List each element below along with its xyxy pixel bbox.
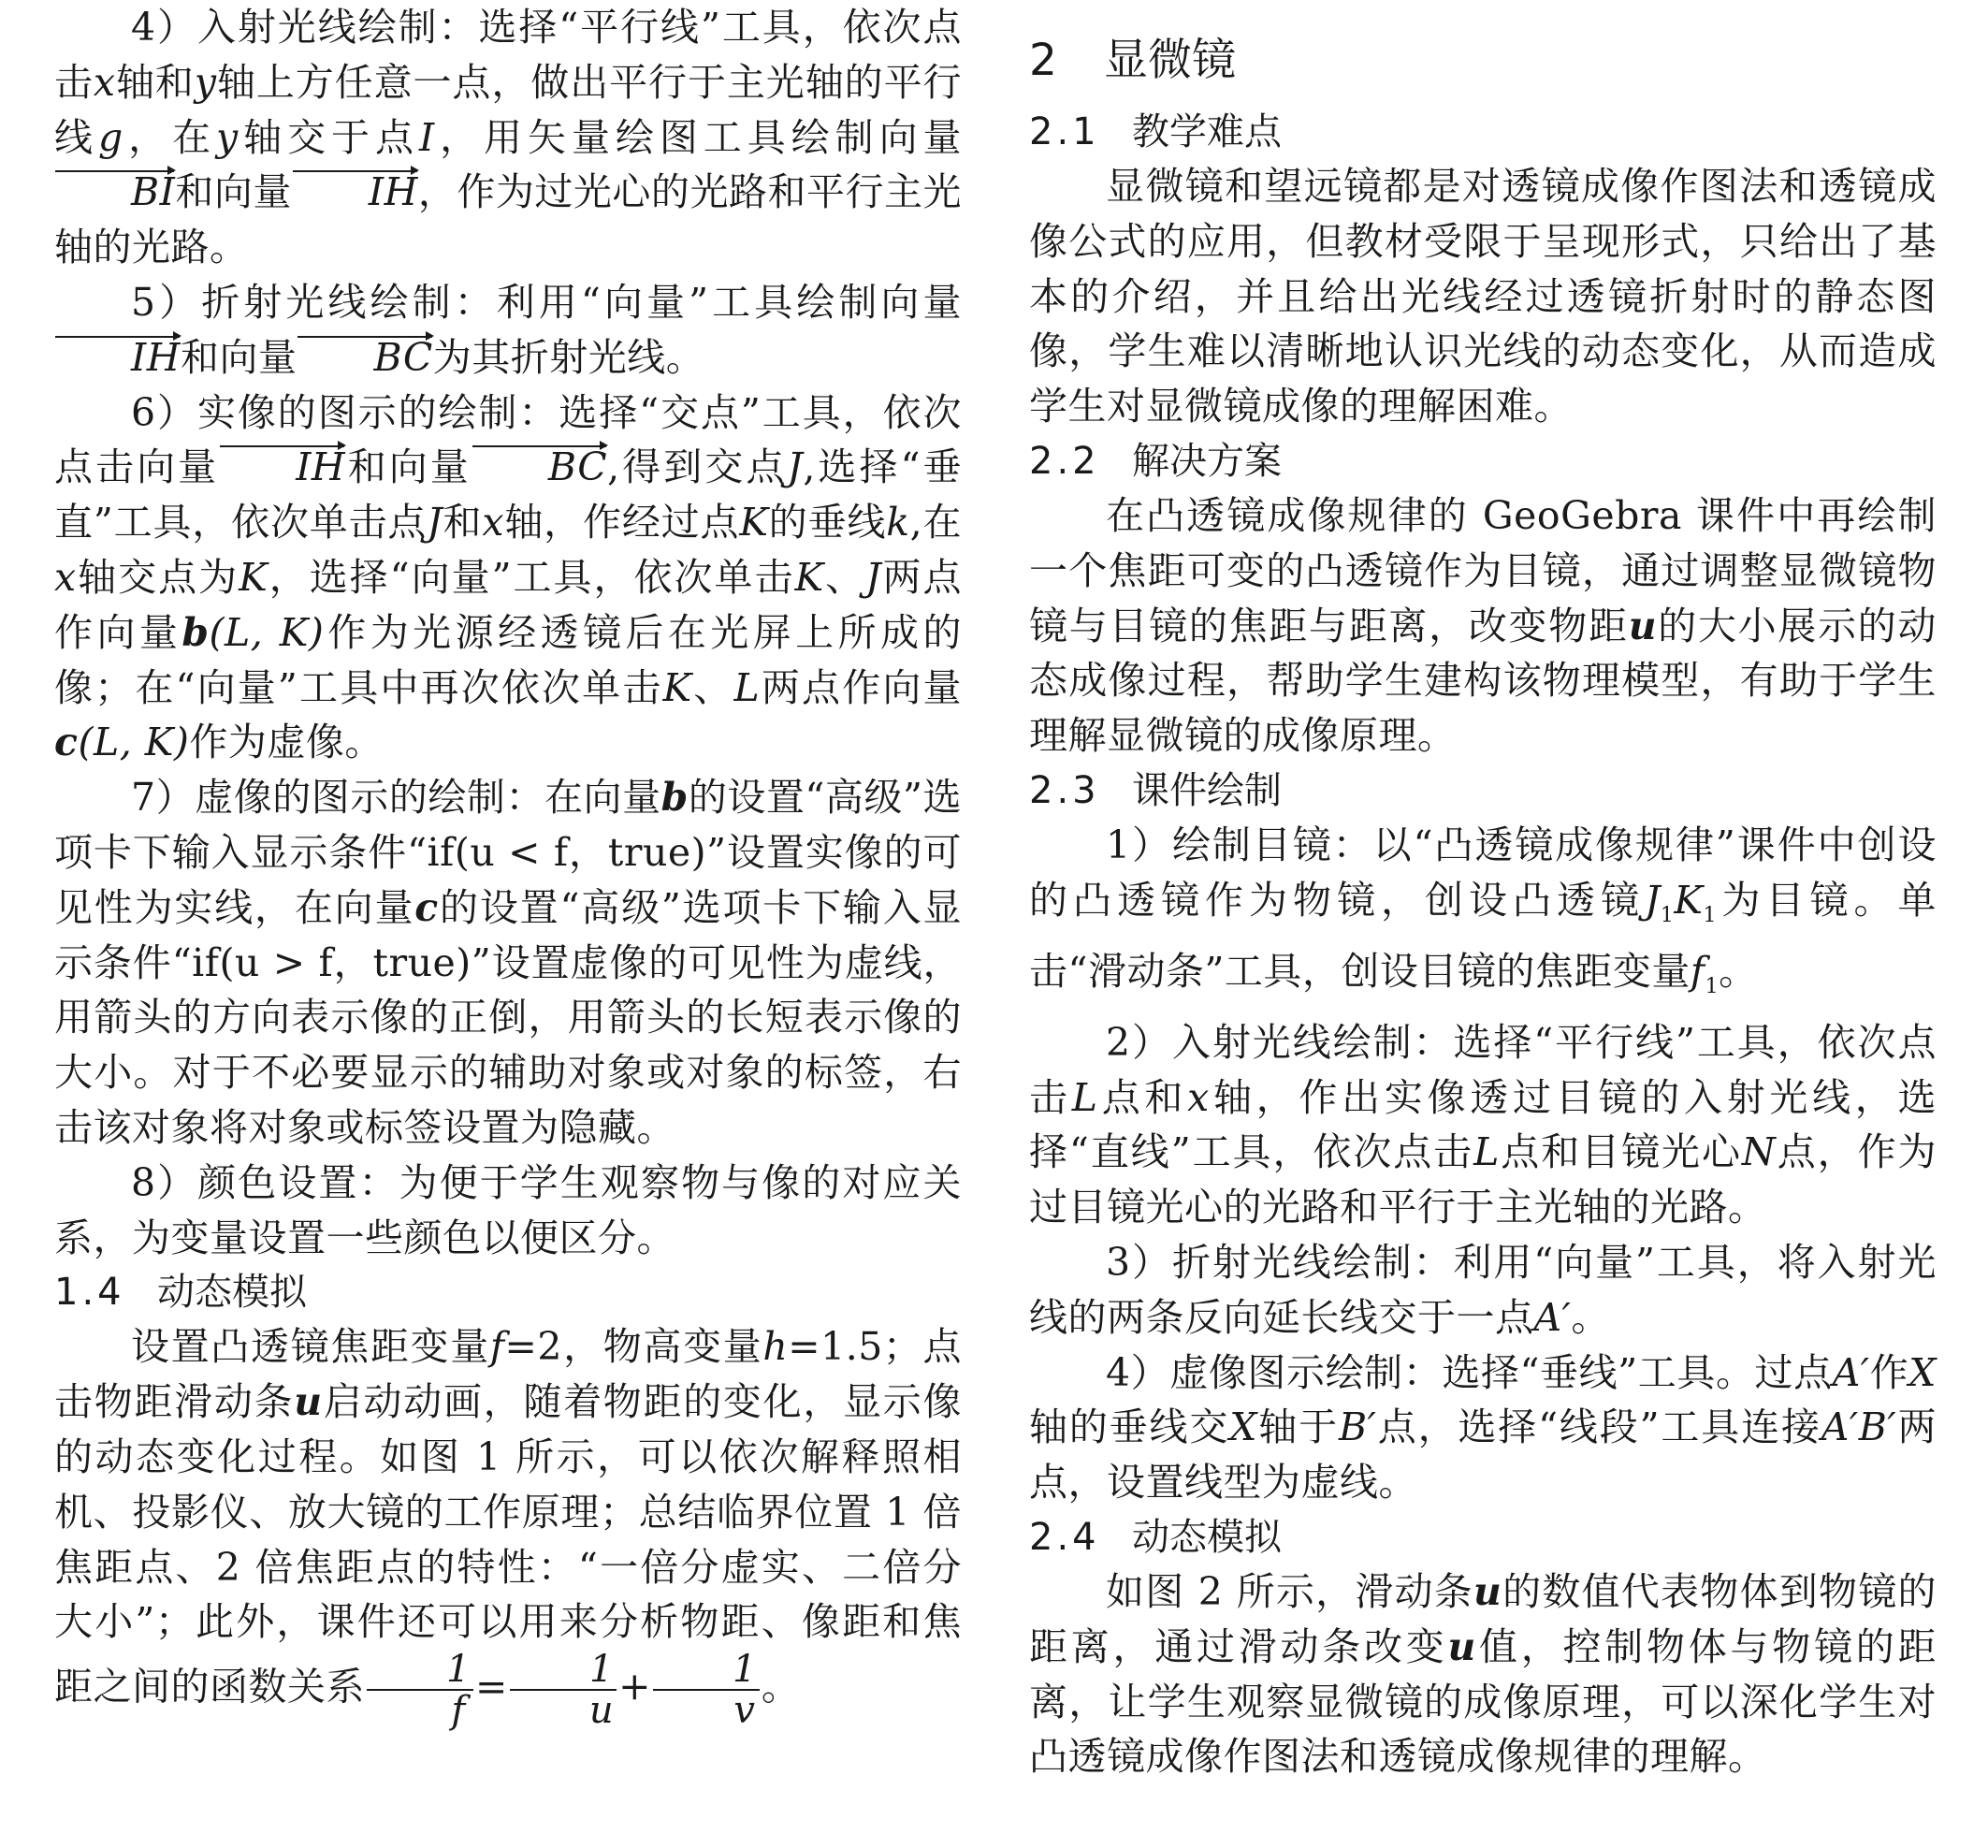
math-var: b bbox=[660, 775, 689, 821]
math-var: X bbox=[1229, 1404, 1257, 1450]
text: 的设置“高级”选项卡下输入显示条件“if(u < f，true)”设置实像的可见性为实线，在向量 bbox=[54, 775, 962, 930]
denominator: v bbox=[733, 1689, 756, 1733]
math-var: K bbox=[662, 664, 692, 710]
text: 。 bbox=[1571, 1294, 1610, 1340]
math-var: J bbox=[427, 500, 443, 546]
section-title: 解决方案 bbox=[1132, 439, 1282, 483]
section-heading-2-3 bbox=[1029, 764, 1937, 818]
math-var: K bbox=[1674, 877, 1704, 923]
text: 和向量 bbox=[345, 444, 472, 490]
section-title: 动态模拟 bbox=[1132, 1515, 1282, 1559]
math-var: L bbox=[733, 664, 761, 710]
subscript: 1 bbox=[1660, 903, 1675, 927]
math-var: u bbox=[294, 1379, 323, 1425]
math-var: I bbox=[418, 114, 435, 160]
vector-symbol: IH bbox=[292, 165, 418, 220]
plus-sign: + bbox=[618, 1664, 651, 1710]
text: 5）折射光线绘制：利用“向量”工具绘制向量 bbox=[131, 279, 962, 325]
paragraph-refracted-light bbox=[1029, 1235, 1937, 1346]
fraction-1-over-u bbox=[510, 1648, 617, 1733]
math-var: c bbox=[54, 720, 79, 765]
text: 6）实像的图示的绘制：选择“交点”工具，依次点击向量 bbox=[54, 389, 962, 490]
paragraph-step5-refracted-light bbox=[54, 275, 962, 386]
text: 、 bbox=[823, 554, 866, 600]
text: 作 bbox=[1869, 1349, 1909, 1395]
text: =1.5；点击物距滑动条 bbox=[54, 1324, 962, 1425]
math-var: u bbox=[1447, 1623, 1476, 1669]
text: 作为虚像。 bbox=[189, 720, 384, 765]
math-var: x bbox=[54, 554, 77, 600]
section-title: 课件绘制 bbox=[1132, 768, 1282, 812]
math-var: N bbox=[1741, 1129, 1777, 1175]
math-var: K bbox=[794, 554, 824, 600]
text: ,选择“垂直”工具，依次单击点 bbox=[54, 444, 962, 546]
text: 两点作向量 bbox=[54, 554, 963, 655]
paragraph-step6-real-image bbox=[54, 386, 962, 771]
section-number: 1.4 bbox=[54, 1271, 125, 1315]
math-var: x bbox=[1187, 1074, 1210, 1120]
equals-sign: = bbox=[474, 1664, 508, 1710]
text: 点和 bbox=[1097, 1074, 1188, 1120]
subscript: 1 bbox=[1703, 903, 1718, 927]
section-number: 2 bbox=[1029, 35, 1057, 86]
text: 轴，作出实像透过目镜的入射光线，选择“直线”工具，依次点击 bbox=[1029, 1074, 1937, 1175]
text: 、 bbox=[691, 664, 734, 710]
math-var: y bbox=[216, 114, 239, 160]
numerator: 1 bbox=[367, 1650, 473, 1691]
math-var: x bbox=[93, 59, 116, 105]
text: 轴上方任意一点，做出平行于主光轴的平行线 bbox=[54, 59, 962, 160]
text: 2）入射光线绘制：选择“平行线”工具，依次点击 bbox=[1029, 1019, 1937, 1120]
text: 和向量 bbox=[175, 169, 292, 215]
math-var: k bbox=[886, 500, 910, 546]
text: 的数值代表物体到物镜的距离，通过滑动条改变 bbox=[1029, 1568, 1937, 1669]
text: 启动动画，随着物距的变化，显示像的动态变化过程。如图 1 所示，可以依次解释照相机、投影仪、放大镜的工作原理；总结临界位置 1 倍焦距点、2 倍焦距点的特性：“一倍分虚实、二倍分大小”；此外，课件还可以用来分析物距、像距和焦距之间的函数关系 bbox=[54, 1379, 963, 1710]
math-var: u bbox=[1628, 603, 1658, 648]
paragraph-dynamic-sim-1 bbox=[54, 1319, 963, 1733]
text: 和 bbox=[443, 500, 483, 546]
text: 如图 2 所示，滑动条 bbox=[1106, 1568, 1474, 1614]
section-heading-2-1 bbox=[1029, 105, 1937, 159]
math-var: A′B′ bbox=[1821, 1404, 1897, 1450]
denominator: u bbox=[588, 1689, 615, 1733]
text: 4）入射光线绘制：选择“平行线”工具，依次点击 bbox=[54, 5, 962, 105]
text: 为目镜。单击“滑动条”工具，创设目镜的焦距变量 bbox=[1029, 877, 1937, 994]
paragraph-solution bbox=[1029, 488, 1937, 764]
text: 的垂线 bbox=[768, 500, 887, 546]
text: 点，作为过目镜光心的光路和平行于主光轴的光路。 bbox=[1029, 1129, 1937, 1230]
section-number: 2.4 bbox=[1029, 1515, 1100, 1559]
math-var: A′ bbox=[1533, 1294, 1572, 1340]
text: 为其折射光线。 bbox=[432, 334, 705, 380]
section-number: 2.2 bbox=[1029, 439, 1100, 483]
text: 点和目镜光心 bbox=[1499, 1129, 1742, 1175]
paragraph-step7-virtual-image bbox=[54, 770, 962, 1156]
math-var: L bbox=[1473, 1129, 1500, 1175]
vector-symbol: BC bbox=[297, 330, 432, 386]
text: =2，物高变量 bbox=[504, 1324, 763, 1370]
math-var: c bbox=[414, 884, 439, 930]
paragraph-step4-incident-light bbox=[54, 0, 962, 275]
paragraph-teaching-difficulty: 显微镜和望远镜都是对透镜成像作图法和透镜成像公式的应用，但教材受限于呈现形式，只给出了基本的介绍，并且给出光线经过透镜折射时的静态图像，学生难以清晰地认识光线的动态变化，从而造成学生对显微镜成像的理解困难。 bbox=[1029, 164, 1937, 429]
math-var: J bbox=[1644, 877, 1661, 923]
text: 7）虚像的图示的绘制：在向量 bbox=[131, 775, 661, 821]
text: 轴交于点 bbox=[238, 114, 419, 160]
section-heading-2 bbox=[1029, 28, 1937, 94]
math-var: y bbox=[194, 59, 217, 105]
text: 的大小展示的动态成像过程，帮助学生建构该物理模型，有助于学生理解显微镜的成像原理。 bbox=[1029, 603, 1937, 759]
text: 轴交点为 bbox=[76, 554, 239, 600]
text: ，在 bbox=[123, 114, 217, 160]
math-expr: (L, K) bbox=[78, 720, 190, 765]
paragraph-incident-light bbox=[1029, 1015, 1937, 1235]
math-var: K bbox=[239, 554, 268, 600]
section-heading-2-4 bbox=[1029, 1510, 1937, 1564]
numerator: 1 bbox=[653, 1650, 760, 1691]
fraction-1-over-v bbox=[653, 1648, 760, 1733]
text: 。 bbox=[1719, 948, 1758, 994]
math-var: h bbox=[762, 1324, 789, 1370]
text: ，用矢量绘图工具绘制向量 bbox=[434, 114, 963, 160]
denominator: f bbox=[451, 1689, 466, 1733]
text: 3）折射光线绘制：利用“向量”工具，将入射光线的两条反向延长线交于一点 bbox=[1029, 1239, 1937, 1340]
vector-symbol: IH bbox=[219, 440, 345, 495]
text: 设置凸透镜焦距变量 bbox=[131, 1324, 490, 1370]
vector-symbol: BC bbox=[472, 440, 607, 495]
text: 轴，作经过点 bbox=[504, 500, 740, 546]
math-var: g bbox=[97, 114, 123, 160]
vector-symbol: IH bbox=[54, 330, 181, 386]
vector-symbol: BI bbox=[54, 165, 175, 220]
fraction-1-over-f bbox=[367, 1648, 473, 1733]
math-var: A′ bbox=[1832, 1349, 1870, 1395]
math-var: J bbox=[787, 444, 804, 490]
math-var: x bbox=[482, 500, 504, 546]
text: 作为光源经透镜后在光屏上所成的像；在“向量”工具中再次依次单击 bbox=[54, 609, 962, 710]
right-column bbox=[1029, 0, 1937, 1784]
paragraph-draw-eyepiece bbox=[1029, 818, 1937, 1015]
text: 两点，设置线型为虚线。 bbox=[1029, 1404, 1937, 1506]
text: 4）虚像图示绘制：选择“垂线”工具。过点 bbox=[1106, 1349, 1833, 1395]
subscript: 1 bbox=[1705, 974, 1720, 998]
paragraph-dynamic-sim-2 bbox=[1029, 1564, 1937, 1784]
text: 1）绘制目镜：以“凸透镜成像规律”课件中创设的凸透镜作为物镜，创设凸透镜 bbox=[1029, 822, 1937, 923]
math-var: L bbox=[1071, 1074, 1098, 1120]
text: 的设置“高级”选项卡下输入显示条件“if(u > f，true)”设置虚像的可见性为虚线，用箭头的方向表示像的正倒，用箭头的长短表示像的大小。对于不必要显示的辅助对象或对象的标签，右击该对象将对象或标签设置为隐藏。 bbox=[54, 884, 962, 1150]
section-heading-1-4 bbox=[54, 1265, 962, 1319]
text: 在凸透镜成像规律的 GeoGebra 课件中再绘制一个焦距可变的凸透镜作为目镜，通过调整显微镜物镜与目镜的焦距与距离，改变物距 bbox=[1029, 492, 1937, 648]
numerator: 1 bbox=[510, 1650, 617, 1691]
text: 值，控制物体与物镜的距离，让学生观察显微镜的成像原理，可以深化学生对凸透镜成像作图法和透镜成像规律的理解。 bbox=[1029, 1623, 1937, 1780]
section-heading-2-2 bbox=[1029, 434, 1937, 488]
paragraph-step8-color: 8）颜色设置：为便于学生观察物与像的对应关系，为变量设置一些颜色以便区分。 bbox=[54, 1159, 962, 1260]
text: 两点作向量 bbox=[760, 664, 963, 710]
text: ,得到交点 bbox=[607, 444, 788, 490]
text: ，作为过光心的光路和平行主光轴的光路。 bbox=[54, 169, 963, 270]
section-title: 教学难点 bbox=[1132, 110, 1282, 153]
math-var: f bbox=[489, 1324, 505, 1370]
math-var: f bbox=[1690, 948, 1705, 994]
text: 点，选择“线段”工具连接 bbox=[1376, 1404, 1821, 1450]
text: 轴和 bbox=[115, 59, 195, 105]
text: ，选择“向量”工具，依次单击 bbox=[268, 554, 795, 600]
math-var: b bbox=[181, 609, 210, 655]
paragraph-virtual-image bbox=[1029, 1346, 1937, 1510]
math-var: u bbox=[1473, 1568, 1502, 1614]
math-var: X bbox=[1908, 1349, 1937, 1395]
text: 轴于 bbox=[1256, 1404, 1339, 1450]
left-column bbox=[54, 0, 963, 1733]
text: 和向量 bbox=[180, 334, 297, 380]
math-var: K bbox=[739, 500, 769, 546]
text: 。 bbox=[761, 1664, 801, 1710]
math-var: J bbox=[865, 554, 882, 600]
math-var: B′ bbox=[1338, 1404, 1377, 1450]
text: ,在 bbox=[909, 500, 963, 546]
section-number: 2.1 bbox=[1029, 110, 1100, 153]
section-number: 2.3 bbox=[1029, 768, 1100, 812]
section-title: 动态模拟 bbox=[157, 1271, 307, 1315]
section-title: 显微镜 bbox=[1104, 35, 1236, 86]
math-expr: (L, K) bbox=[209, 609, 325, 655]
text: 轴的垂线交 bbox=[1029, 1404, 1230, 1450]
